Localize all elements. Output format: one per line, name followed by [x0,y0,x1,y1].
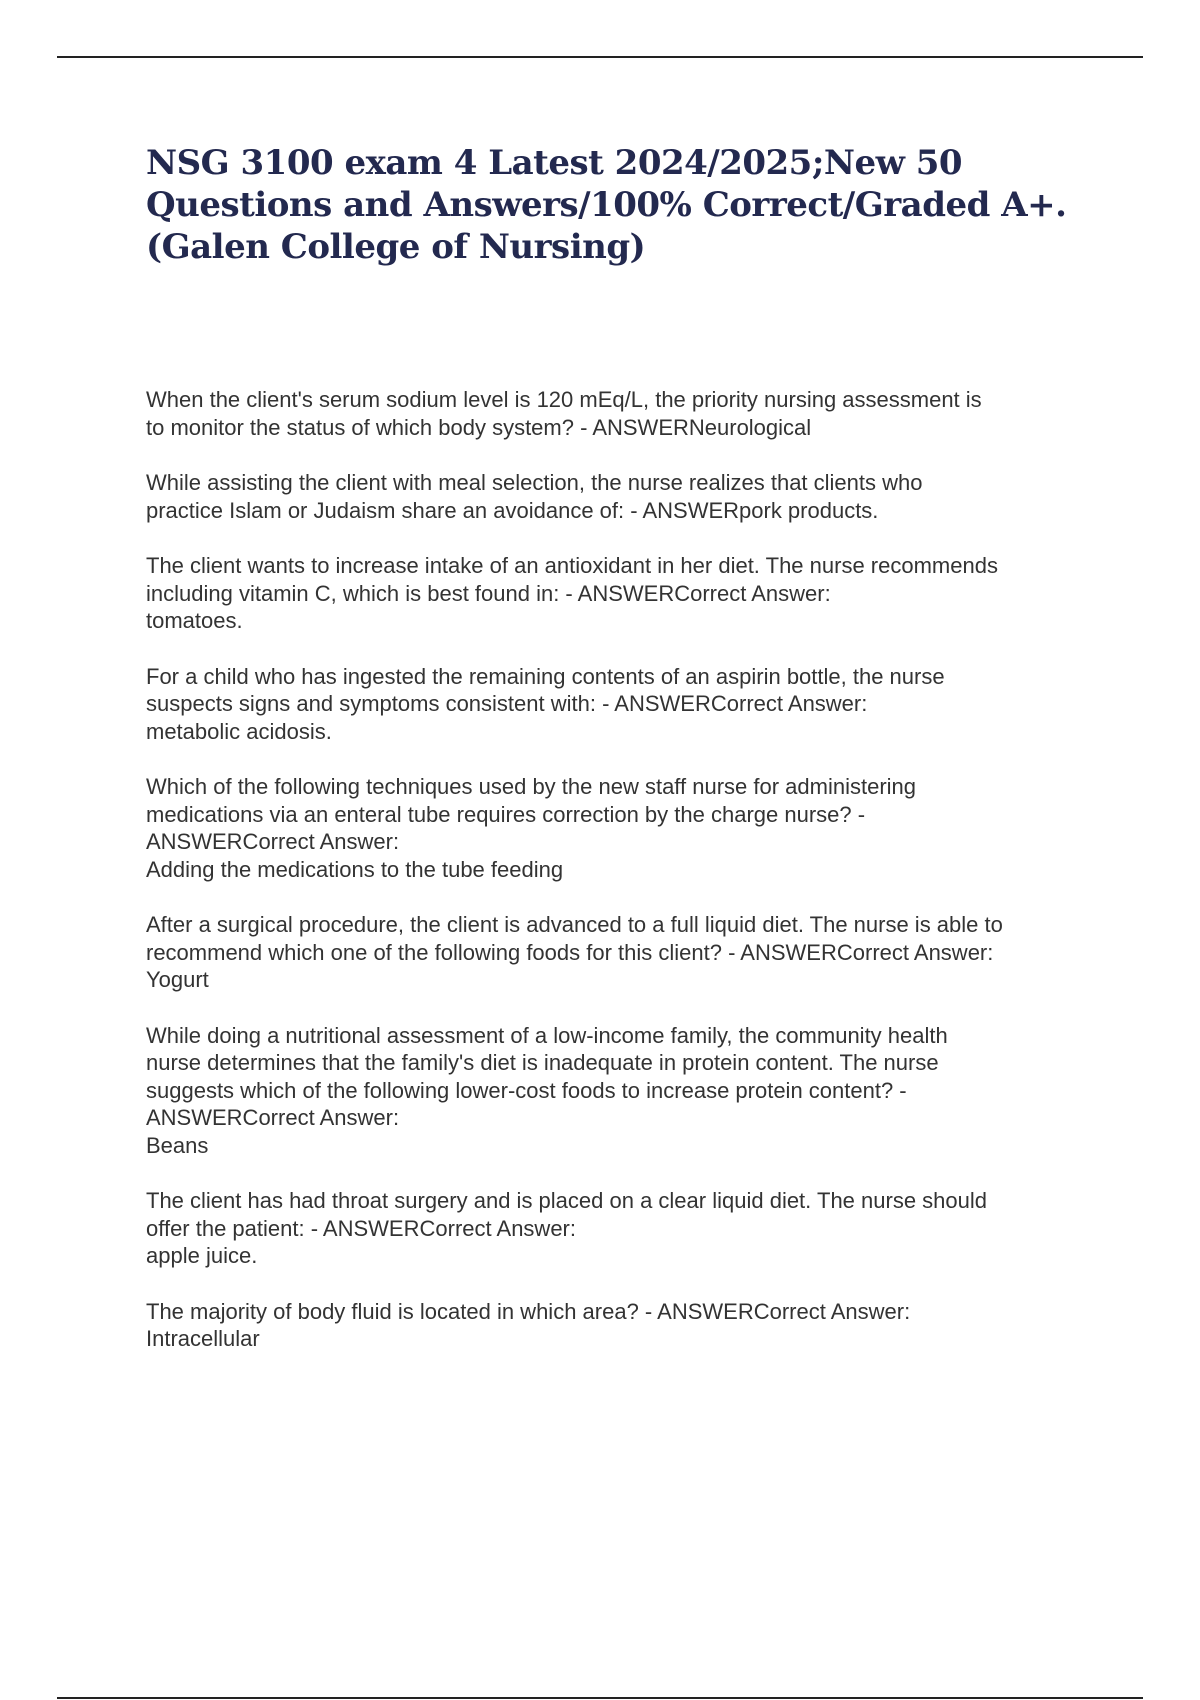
qa-item: When the client's serum sodium level is 120 mEq/L, the priority nursing assessment is to monitor the status of which body system? - ANSWERNeurological [146,387,982,440]
question-answer-list [146,386,1106,1381]
qa-item: After a surgical procedure, the client is advanced to a full liquid diet. The nurse is able to recommend which one of the following foods for this client? - ANSWERCorrect Answer: Yogurt [146,912,1003,992]
qa-item: The majority of body fluid is located in which area? - ANSWERCorrect Answer: Intracellular [146,1298,911,1351]
bottom-divider [57,1697,1143,1699]
document-title: NSG 3100 exam 4 Latest 2024/2025;New 50 Questions and Answers/100% Correct/Graded A+.(Galen College of Nursing) [146,143,1067,267]
qa-item: Which of the following techniques used by the new staff nurse for administering medications via an enteral tube requires correction by the charge nurse? - ANSWERCorrect Answer: Adding the medications to the tube feeding [146,774,917,882]
qa-item: While assisting the client with meal selection, the nurse realizes that clients who practice Islam or Judaism share an avoidance of: - ANSWERpork products. [146,470,923,523]
qa-item: The client has had throat surgery and is placed on a clear liquid diet. The nurse should offer the patient: - ANSWERCorrect Answer: apple juice. [146,1188,987,1268]
qa-item: For a child who has ingested the remaining contents of an aspirin bottle, the nurse suspects signs and symptoms consistent with: - ANSWERCorrect Answer: metabolic acidosis. [146,663,945,744]
qa-item: The client wants to increase intake of an antioxidant in her diet. The nurse recommends including vitamin C, which is best found in: - ANSWERCorrect Answer: tomatoes. [146,553,998,633]
qa-item: While doing a nutritional assessment of a low-income family, the community health nurse determines that the family's diet is inadequate in protein content. The nurse suggests which of the following lower-cost foods to increase protein content? - ANSWERCorrect Answer: Beans [146,1022,948,1158]
top-divider [57,56,1143,58]
